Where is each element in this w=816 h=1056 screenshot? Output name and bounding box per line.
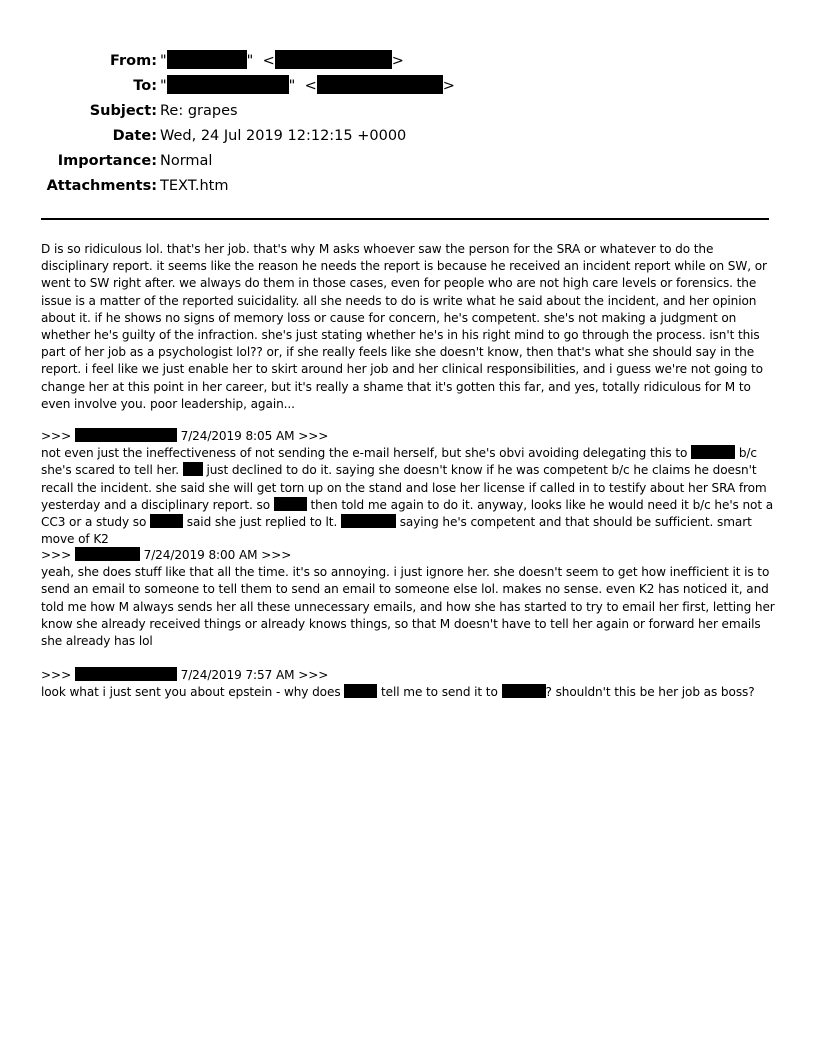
redaction — [341, 514, 396, 528]
date-label: Date: — [112, 128, 157, 144]
quote-header: >>> 7/24/2019 8:00 AM >>> — [41, 548, 292, 562]
quote-timestamp: 7/24/2019 8:05 AM — [180, 429, 295, 443]
redaction — [344, 684, 377, 698]
quote-text: not even just the ineffectiveness of not sending the e-mail herself, but she's obvi avoiding delegating this to b/c she's scared to tell her. just declined to do it. saying she doesn't know if he was competent b/c he claims he doesn't recall the incident. she said she will get torn up on the stand and lose her license if called in to testify about her SRA from yesterday and a disciplinary report. so then told me again to do it. anyway, looks like he would need it b/c he's not a CC3 or a study so said she just replied to lt. saying he's competent and that should be sufficient. smart move of K2 — [41, 446, 774, 547]
redaction — [75, 428, 177, 442]
redaction — [167, 75, 289, 94]
reply-body — [41, 241, 779, 413]
to-value: " " < > — [160, 75, 455, 97]
quote-text: yeah, she does stuff like that all the time. it's so annoying. i just ignore her. she doesn't seem to get how inefficient it is to send an email to someone to tell them to send an email to someone else lol. makes no sense. even K2 has noticed it, and told me how M always sends her all these unnecessary emails, and how she has started to try to email her first, letting her know she already received things or already knows things, so that M doesn't have to tell her again or forward her emails she already has lol — [41, 565, 775, 649]
quoted-message-2 — [41, 547, 779, 650]
from-label: From: — [110, 53, 157, 69]
redaction — [183, 462, 203, 476]
quote-timestamp: 7/24/2019 7:57 AM — [180, 668, 295, 682]
quote-header: >>> 7/24/2019 8:05 AM >>> — [41, 429, 329, 443]
redaction — [274, 497, 307, 511]
quote-timestamp: 7/24/2019 8:00 AM — [143, 548, 258, 562]
redaction — [150, 514, 183, 528]
redaction — [75, 547, 140, 561]
quote-text: look what i just sent you about epstein - why does tell me to send it to ? shouldn't this be her job as boss? — [41, 685, 755, 700]
quoted-message-1 — [41, 428, 779, 548]
importance-label: Importance: — [57, 153, 157, 169]
attachments-label: Attachments: — [46, 178, 157, 194]
header-divider — [41, 218, 769, 220]
redaction — [75, 667, 177, 681]
reply-paragraph: D is so ridiculous lol. that's her job. that's why M asks whoever saw the person for the SRA or whatever to do the disciplinary report. it seems like the reason he needs the report is because he received an incident report while on SW, or went to SW right after. we always do them in those cases, even for people who are not high care levels or forensics. the issue is a matter of the reported suicidality. all she needs to do is write what he said about the incident, and her opinion about it. if he shows no signs of memory loss or cause for concern, he's competent. she's not making a judgment on whether he's guilty of the infraction. she's just stating whether he's in his right mind to go through the process. isn't this part of her job as a psychologist lol?? or, if she really feels like she doesn't know, then that's what she should say in the report. i feel like we just enable her to skirt around her job and her clinical responsibilities, and i guess we're not going to change her at this point in her career, but it's really a shame that it's gotten this far, and yes, totally ridiculous for M to even involve you. poor leadership, again... — [41, 242, 767, 411]
attachments-value: TEXT.htm — [160, 178, 229, 194]
quoted-message-3 — [41, 667, 779, 701]
redaction — [691, 445, 735, 459]
redaction — [167, 50, 247, 69]
to-label: To: — [133, 78, 157, 94]
redaction — [502, 684, 546, 698]
subject-label: Subject: — [89, 103, 157, 119]
subject-value: Re: grapes — [160, 103, 238, 119]
quote-header: >>> 7/24/2019 7:57 AM >>> — [41, 668, 329, 682]
from-value: " " < > — [160, 50, 404, 72]
importance-value: Normal — [160, 153, 213, 169]
redaction — [317, 75, 443, 94]
date-value: Wed, 24 Jul 2019 12:12:15 +0000 — [160, 128, 407, 144]
redaction — [275, 50, 392, 69]
